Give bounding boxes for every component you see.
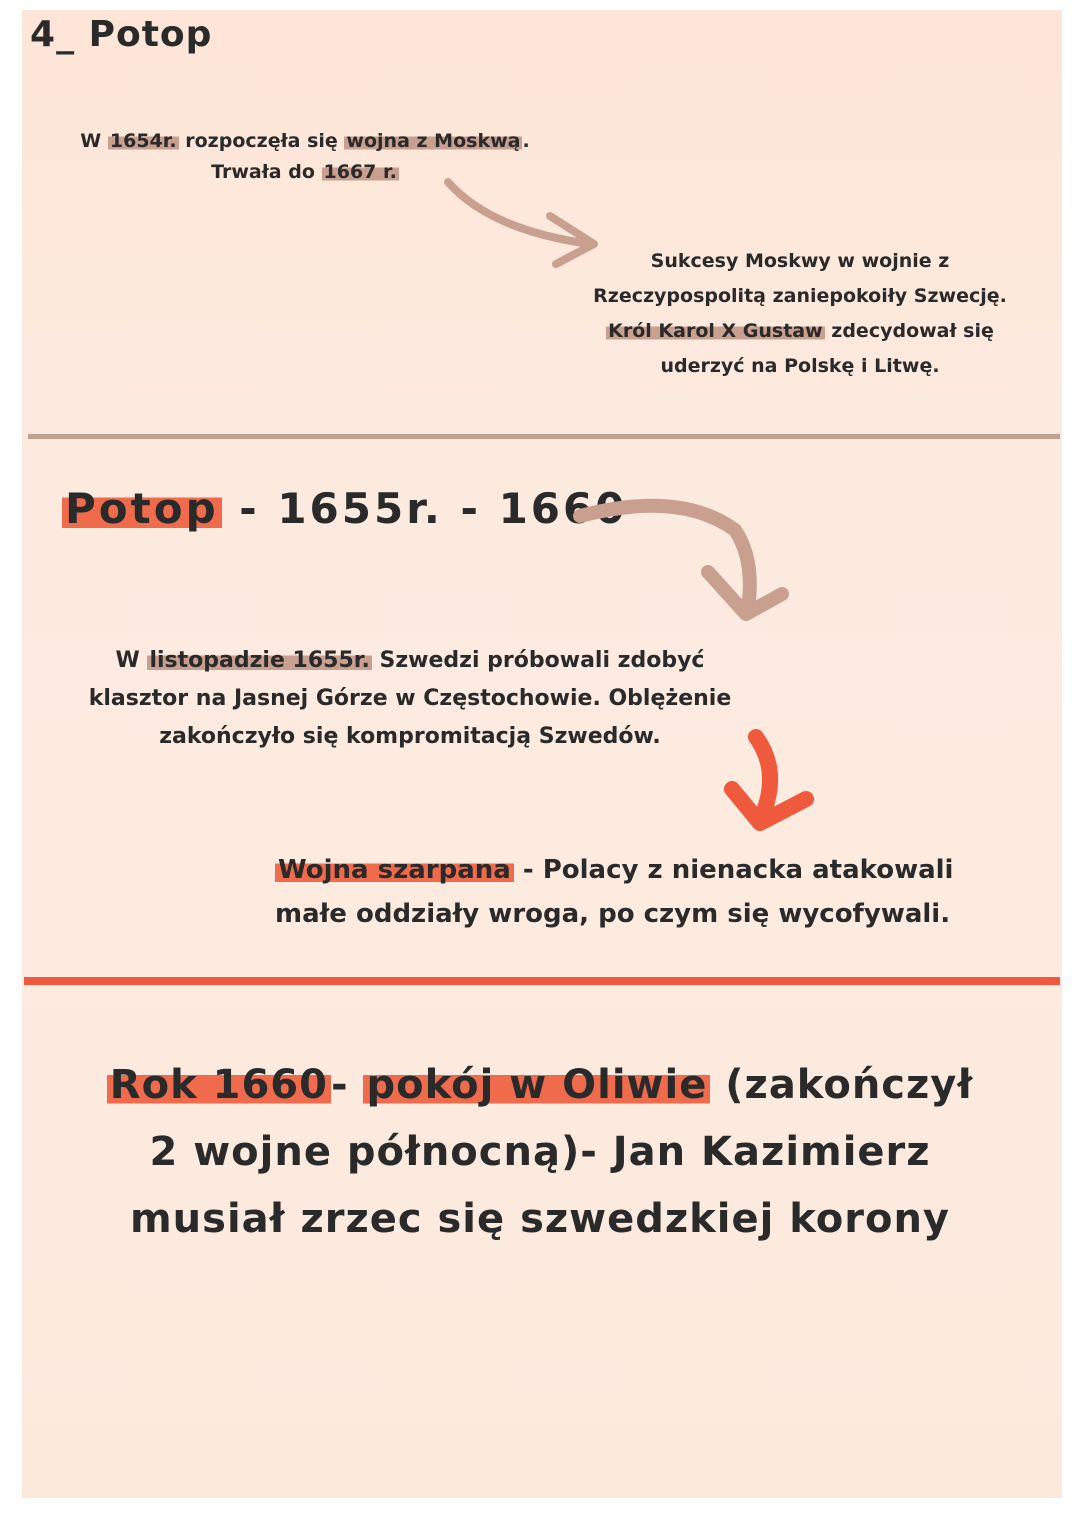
highlight-term: Wojna szarpana [275, 855, 514, 885]
text-line: małe oddziały wroga, po czym się wycofywali. [275, 899, 951, 929]
text-line: 2 wojne północną)- Jan Kazimierz [149, 1129, 931, 1175]
text-fragment: rozpoczęła się [178, 130, 345, 152]
text-line: klasztor na Jasnej Górze w Częstochowie. Oblężenie [88, 686, 732, 711]
moscow-war-note: W 1654r. rozpoczęła się wojna z Moskwą . Trwała do 1667 r. [80, 130, 530, 183]
highlight-peace: pokój w Oliwie [363, 1062, 710, 1108]
text-fragment: - [330, 1062, 364, 1108]
highlight-1660: Rok 1660 [107, 1062, 331, 1108]
highlight-1667: 1667 r. [323, 161, 397, 183]
highlight-november: listopadzie 1655r. [149, 648, 370, 673]
section-number: 4 [30, 14, 57, 55]
arrow-icon [710, 725, 830, 840]
text-fragment: . [522, 130, 530, 152]
divider [28, 434, 1060, 439]
text-fragment: (zakończył [710, 1062, 974, 1108]
highlight-war: wojna z Moskwą [346, 130, 521, 152]
siege-note [55, 642, 765, 756]
title-separator: _ [56, 14, 76, 55]
text-line: Sukcesy Moskwy w wojnie z [650, 250, 950, 272]
divider-red [24, 977, 1060, 985]
section-heading [62, 484, 627, 533]
text-fragment: - Polacy z nienacka atakowali [513, 855, 954, 885]
text-line: musiał zrzec się szwedzkiej korony [130, 1196, 950, 1242]
highlight-1654: 1654r. [109, 130, 177, 152]
title-text: Potop [88, 14, 213, 55]
text-fragment: Szwedzi próbowali zdobyć [371, 648, 705, 673]
heading-dates: - 1655r. - 1660 [221, 484, 628, 533]
page-title [30, 14, 212, 55]
text-fragment: W [115, 648, 148, 673]
text-fragment: zdecydował się [824, 320, 994, 342]
sweden-note [555, 244, 1045, 384]
text-line: zakończyło się kompromitacją Szwedów. [159, 724, 661, 749]
arrow-icon [570, 490, 800, 630]
peace-note [60, 1052, 1020, 1253]
highlight-potop: Potop [62, 484, 222, 533]
text-line: Rzeczypospolitą zaniepokoiły Szwecję. [593, 285, 1007, 307]
guerrilla-war-note [275, 848, 1035, 936]
text-line: uderzyć na Polskę i Litwę. [660, 355, 940, 377]
text-fragment: Trwała do [211, 161, 322, 183]
highlight-king: Król Karol X Gustaw [608, 320, 823, 342]
